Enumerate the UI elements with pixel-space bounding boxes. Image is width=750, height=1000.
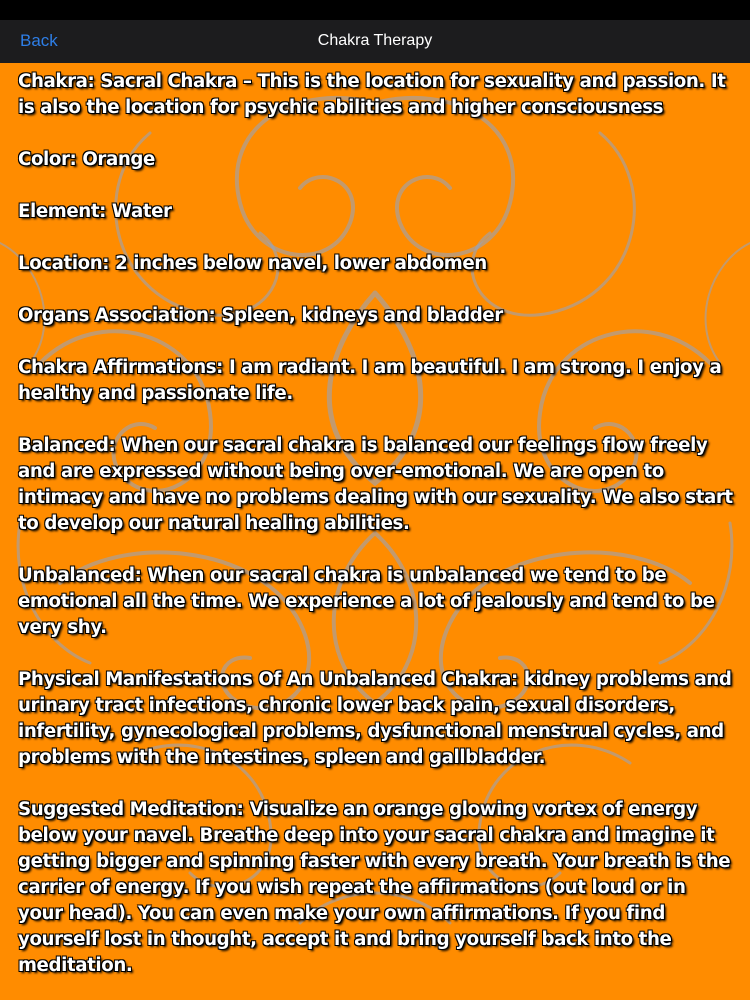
- paragraph-organs: Organs Association: Spleen, kidneys and bladder: [18, 305, 503, 326]
- page-title: Chakra Therapy: [317, 32, 433, 49]
- paragraph-affirmations: Chakra Affirmations: I am radiant. I am beautiful. I am strong. I enjoy a healthy and passionate life.: [18, 357, 722, 404]
- paragraph-suggested-meditation: Suggested Meditation: Visualize an orange glowing vortex of energy below your navel. Breathe deep into your sacral chakra and imagine it getting bigger and spinning faster with every breath. Your breath is the carrier of energy. If you wish repeat the affirmations (out loud or in your head). You can even make your own affirmations. If you find yourself lost in thought, accept it and bring yourself back into the meditation.: [18, 799, 731, 976]
- paragraph-balanced: Balanced: When our sacral chakra is balanced our feelings flow freely and are expressed without being over-emotional. We are open to intimacy and have no problems dealing with our sexuality. We also start to develop our natural healing abilities.: [18, 435, 733, 534]
- paragraph-chakra: Chakra: Sacral Chakra – This is the location for sexuality and passion. It is also the location for psychic abilities and higher consciousness: [18, 71, 726, 118]
- status-bar: [0, 0, 750, 20]
- paragraph-location: Location: 2 inches below navel, lower abdomen: [18, 253, 487, 274]
- paragraph-color: Color: Orange: [18, 149, 155, 170]
- navigation-bar: [0, 20, 750, 63]
- content-area[interactable]: [0, 63, 750, 1000]
- paragraph-unbalanced: Unbalanced: When our sacral chakra is unbalanced we tend to be emotional all the time. We experience a lot of jealously and tend to be very shy.: [18, 565, 715, 638]
- paragraph-element: Element: Water: [18, 201, 172, 222]
- paragraph-physical-manifestations: Physical Manifestations Of An Unbalanced Chakra: kidney problems and urinary tract infections, chronic lower back pain, sexual disorders, infertility, gynecological problems, dysfunctional menstrual cycles, and problems with the intestines, spleen and gallbladder.: [18, 669, 732, 768]
- back-button[interactable]: Back: [20, 31, 58, 50]
- chakra-description: [18, 69, 734, 1000]
